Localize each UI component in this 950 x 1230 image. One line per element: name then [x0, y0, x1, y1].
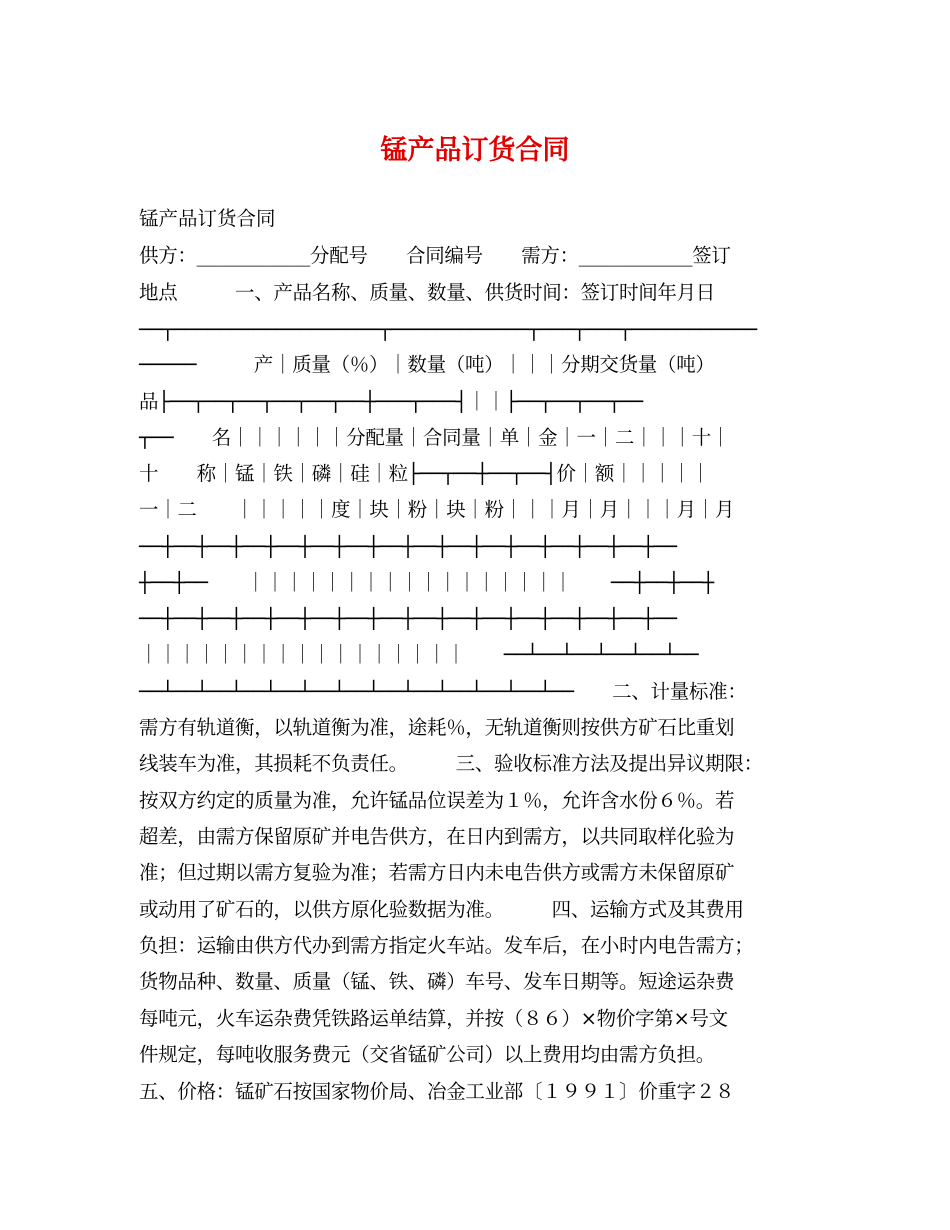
table-line-9: ──┼──┼──┼──┼──┼──┼──┼──┼──┼──┼──┼──┼──┼──┼──┼── [139, 607, 677, 630]
table-line-3: 品├──┬──┬──┬──┬──┬──┼───┬───┤｜｜├──┬──┬──┬── [139, 390, 643, 413]
body-line-7: 超差，由需方保留原矿并电告供方，在日内到需方，以共同取样化验为 [139, 825, 735, 848]
body-line-10: 负担：运输由供方代办到需方指定火车站。发车后，在小时内电告需方； [139, 934, 754, 957]
document-title: 锰产品订货合同 [380, 135, 570, 166]
table-line-10: ｜｜｜｜｜｜｜｜｜｜｜｜｜｜｜｜｜ ──┴──┴──┴──┴──┴── [139, 643, 699, 666]
table-line-8: ┼──┼── ｜｜｜｜｜｜｜｜｜｜｜｜｜｜｜｜｜ ──┼──┼──┼ [139, 571, 714, 594]
body-line-14: 五、价格：锰矿石按国家物价局、冶金工业部〔１９９１〕价重字２８ [139, 1080, 735, 1103]
body-line-13: 件规定，每吨收服务费元（交省锰矿公司）以上费用均由需方负担。 [139, 1043, 716, 1066]
body-line-11: 货物品种、数量、质量（锰、铁、磷）车号、发车日期等。短途运杂费 [139, 970, 735, 993]
body-line-9: 或动用了矿石的，以供方原化验数据为准。 四、运输方式及其费用 [139, 898, 744, 921]
table-line-5: 十 称｜锰｜铁｜磷｜硅｜粒├──┬──┼──┬──┤价｜额｜｜｜｜｜ [139, 462, 711, 485]
table-line-1: ──┬──────────────────┬────────────┬───┬───┬─────────── [139, 318, 757, 341]
body-line-12: 每吨元，火车运杂费凭铁路运单结算，并按（８６）×物价字第×号文 [139, 1007, 728, 1030]
table-line-4: ┬── 名｜｜｜｜｜｜分配量｜合同量｜单｜金｜一｜二｜｜｜十｜ [139, 426, 731, 449]
table-line-7: ──┼──┼──┼──┼──┼──┼──┼──┼──┼──┼──┼──┼──┼──┼──┼── [139, 535, 677, 558]
body-line-6: 按双方约定的质量为准，允许锰品位误差为１％，允许含水份６％。若 [139, 789, 735, 812]
body-line-3: 地点 一、产品名称、质量、数量、供货时间：签订时间年月日 [139, 281, 716, 304]
table-line-6: 一｜二 ｜｜｜｜｜度｜块｜粉｜块｜粉｜｜｜月｜月｜｜｜月｜月 [139, 498, 735, 521]
body-line-5: 线装车为准，其损耗不负责任。 三、验收标准方法及提出异议期限： [139, 752, 763, 775]
table-line-2: ───── 产｜质量（％）｜数量（吨）｜｜｜分期交货量（吨） [139, 353, 715, 376]
body-line-4: 需方有轨道衡，以轨道衡为准，途耗％，无轨道衡则按供方矿石比重划 [139, 716, 735, 739]
body-line-1: 锰产品订货合同 [139, 207, 276, 230]
body-line-8: 准；但过期以需方复验为准；若需方日内未电告供方或需方未保留原矿 [139, 861, 735, 884]
body-line-2: 供方：____________分配号 合同编号 需方：____________签订 [139, 244, 731, 267]
table-line-11: ──┴──┴──┴──┴──┴──┴──┴──┴──┴──┴──┴──┴── 二、计量标准： [139, 680, 747, 703]
